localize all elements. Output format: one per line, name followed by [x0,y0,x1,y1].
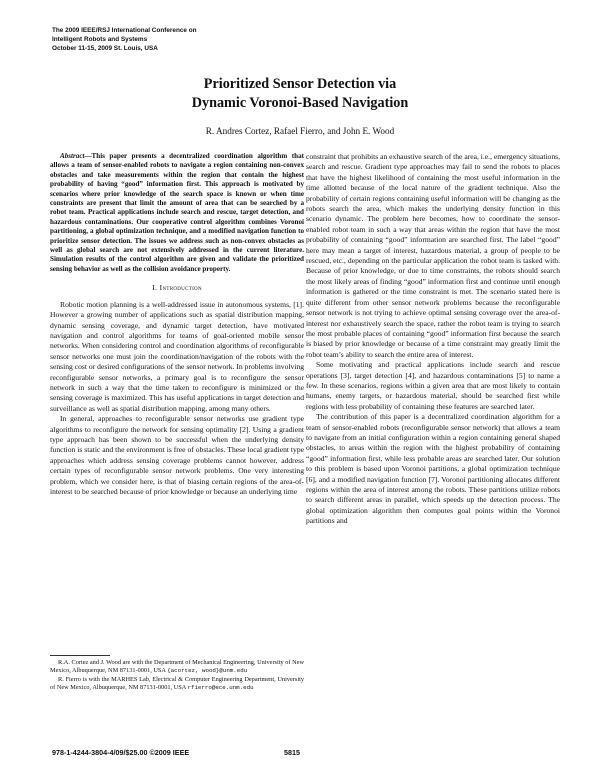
section-heading-introduction [50,283,304,293]
footnote-1-text: R.A. Cortez and J. Wood are with the Department of Mechanical Engineering, University of New Mexico, Albuquerque, NM 87131-0001, USA [50,659,304,674]
section-title: Introduction [159,283,202,293]
right-column [306,152,560,527]
paper-title-line-1: Prioritized Sensor Detection via [203,76,397,92]
conference-header [52,26,312,53]
right-paragraph-2: Some motivating and practical applications include search and rescue operations [3], target detection [4], and hazardous contaminations [5] to name a few. In these scenarios, regions within a given area that are most likely to contain humans, enemy targets, or hazardous material, should be searched first while regions with less probability of containing these features are searched later. [306,360,560,411]
section-number: I. [152,283,158,293]
footnote-2-email: rfierro@ece.unm.edu [187,684,254,691]
author-list: R. Andres Cortez, Rafael Fierro, and John E. Wood [205,126,395,136]
abstract-paragraph [50,152,304,274]
footnote-1-email: {acortez, wood}@unm.edu [167,667,248,674]
right-paragraph-1: constraint that prohibits an exhaustive search of the area, i.e., emergency situations, search and rescue. Gradient type approaches may fail to send the robots to places that have the highest likelihood of containing the most useful information in the time allotted because of the local nature of the gradient technique. Also the probability of certain regions containing useful information will be changing as the robots search the area, which makes the underlying density function in this scenario dynamic. The problem here becomes, how to coordinate the sensor-enabled robot team in such a way that areas within the region that have the most probability of containing “good” information are searched first. The label “good” here may mean a target of interest, hazardous material, a group of people to be rescued, etc., depending on the particular application the robot team is tasked with. Because of prior knowledge, or due to time constraints, the robots should search the most likely areas of finding “good” information first and continue until enough information is gathered or the time constraint is met. The scenario stated here is quite different from other sensor network problems because the reconfigurable sensor network is not trying to achieve optimal sensing coverage over the area-of-interest nor exhaustively search the space, rather the robot team is trying to search the most probable places of containing “good” information first because the search is biased by prior knowledge or because of a time constraint may greatly limit the robot team’s ability to search the entire area of interest. [306,152,560,359]
footnote-2 [50,676,304,692]
conference-line-2: Intelligent Robots and Systems [52,36,148,43]
footnotes [50,659,304,693]
footnote-2-text: R. Fierro is with the MARHES Lab, Electrical & Computer Engineering Department, University of New Mexico, Albuquerque, NM 87131-0001, USA [50,676,304,691]
intro-paragraph-2: In general, approaches to reconfigurable sensor networks use gradient type algorithms to reconfigure the network for sensing optimality [2]. Using a gradient type approach has been shown to be successful when the underlying density function is static and the environment is free of obstacles. These local gradient type approaches which address sensing coverage problems cannot however, address certain types of reconfigurable sensor network problems. One very interesting problem, which we consider here, is that of biasing certain regions of the area-of-interest to be searched because of prior knowledge or because an underlying time [50,414,304,496]
abstract-text: —This paper presents a decentralized coordination algorithm that allows a team of sensor-enabled robots to navigate a region containing non-convex obstacles and take measurements within the region that contain the highest probability of having “good” information first. This approach is motivated by scenarios where prior knowledge of the search space is known or when time constraints are present that limit the amount of area that can be searched by a robot team. Practical applications include search and rescue, target detection, and hazardous contaminations. Our cooperative control algorithm combines Voronoi partitioning, a global optimization technique, and a modified navigation function to prioritize sensor detection. The issues we address such as non-convex obstacles as well as global search are not extensively addressed in the current literature. Simulation results of the control algorithm are given and validate the prioritized sensing behavior as well as the collision avoidance property. [50,152,304,273]
right-paragraph-3: The contribution of this paper is a decentralized coordination algorithm for a team of sensor-enabled robots (reconfigurable sensor network) that allows a team to navigate from an initial configuration within a region containing general shaped obstacles, to areas within the region with the highest probability of containing “good” information first, while less probable areas are searched later. Our solution to this problem is based upon Voronoi partitions, a global optimization technique [6], and a modified navigation function [7]. Voronoi partitioning allocates different regions within the area of interest among the robots. These partitions utilize robots to search different areas in parallel, which speeds up the detection process. The global optimization algorithm then computes goal points within the Voronoi partitions and [306,412,560,526]
footnote-divider [50,655,110,656]
footer-isbn: 978-1-4244-3804-4/09/$25.00 ©2009 IEEE [52,748,190,757]
abstract-label: Abstract [60,152,85,160]
footnote-1 [50,659,304,675]
left-column [50,152,304,497]
page-number: 5815 [284,748,300,757]
abstract [50,152,304,274]
paper-title-line-2: Dynamic Voronoi-Based Navigation [191,95,409,111]
conference-line-3: October 11-15, 2009 St. Louis, USA [52,45,158,52]
intro-paragraph-1: Robotic motion planning is a well-addressed issue in autonomous systems, [1]. However a growing number of applications such as spatial distribution mapping, dynamic sensing coverage, and dynamic target detection, have motivated navigation and control algorithms for teams of goal-oriented mobile sensor networks. When considering control and coordination algorithms of reconfigurable sensor networks one must join the coordination/navigation of the robots with the sensing cost or desired configurations of the sensor network. In problems involving reconfigurable sensor networks, a primary goal is to reconfigure the sensor network in such a way that the time taken to reconfigure is minimized or the sensing coverage is maximized. This has useful applications in target detection and surveillance as well as spatial distribution mapping, among many others. [50,299,304,413]
conference-line-1: The 2009 IEEE/RSJ International Conference on [52,27,197,34]
